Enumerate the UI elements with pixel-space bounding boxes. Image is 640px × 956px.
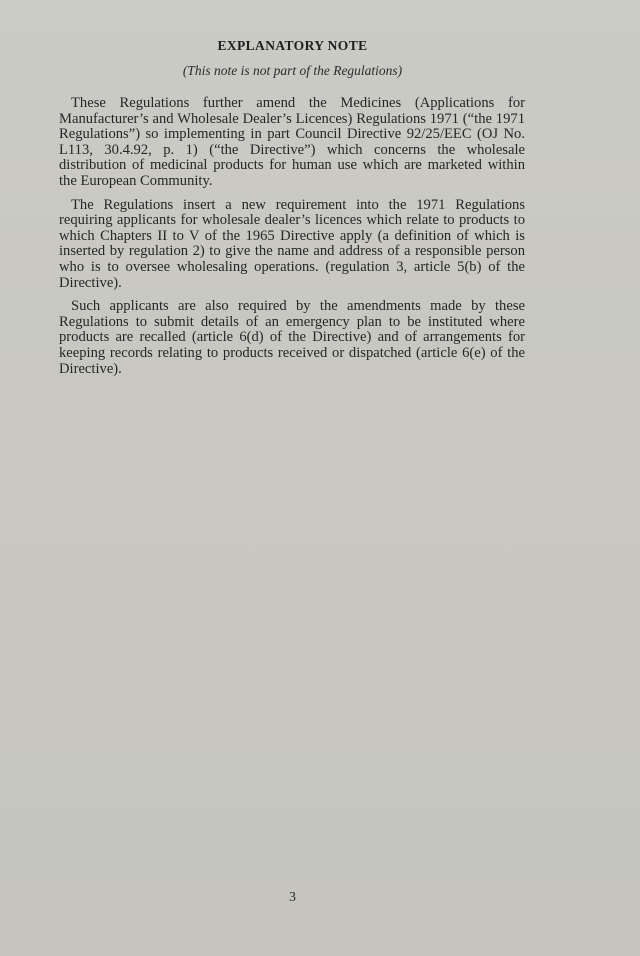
paragraph-1: These Regulations further amend the Medicines (Applications for Manufacturer’s and Wholesale Dealer’s Licences) Regulations 1971 (“the 1971 Regulations”) so implementing in part Council Directive 92/25/EEC (OJ No. L113, 30.4.92, p. 1) (“the Directive”) which concerns the wholesale distribution of medicinal products for human use which are marketed within the European Community. bbox=[59, 95, 525, 189]
explanatory-note-body bbox=[59, 96, 525, 385]
page-subtitle: (This note is not part of the Regulations) bbox=[182, 63, 403, 78]
paragraph-2: The Regulations insert a new requirement into the 1971 Regulations requiring applicants for wholesale dealer’s licences which relate to products to which Chapters II to V of the 1965 Directive apply (a definition of which is inserted by regulation 2) to give the name and address of a responsible person who is to oversee wholesaling operations. (regulation 3, article 5(b) of the Directive). bbox=[59, 196, 525, 291]
page-title: EXPLANATORY NOTE bbox=[217, 38, 368, 53]
page-number: 3 bbox=[289, 890, 296, 905]
paragraph-3: Such applicants are also required by the amendments made by these Regulations to submit details of an emergency plan to be instituted where products are recalled (article 6(d) of the Directive) and of arrangements for keeping records relating to products received or dispatched (article 6(e) of the Directive). bbox=[59, 298, 525, 377]
